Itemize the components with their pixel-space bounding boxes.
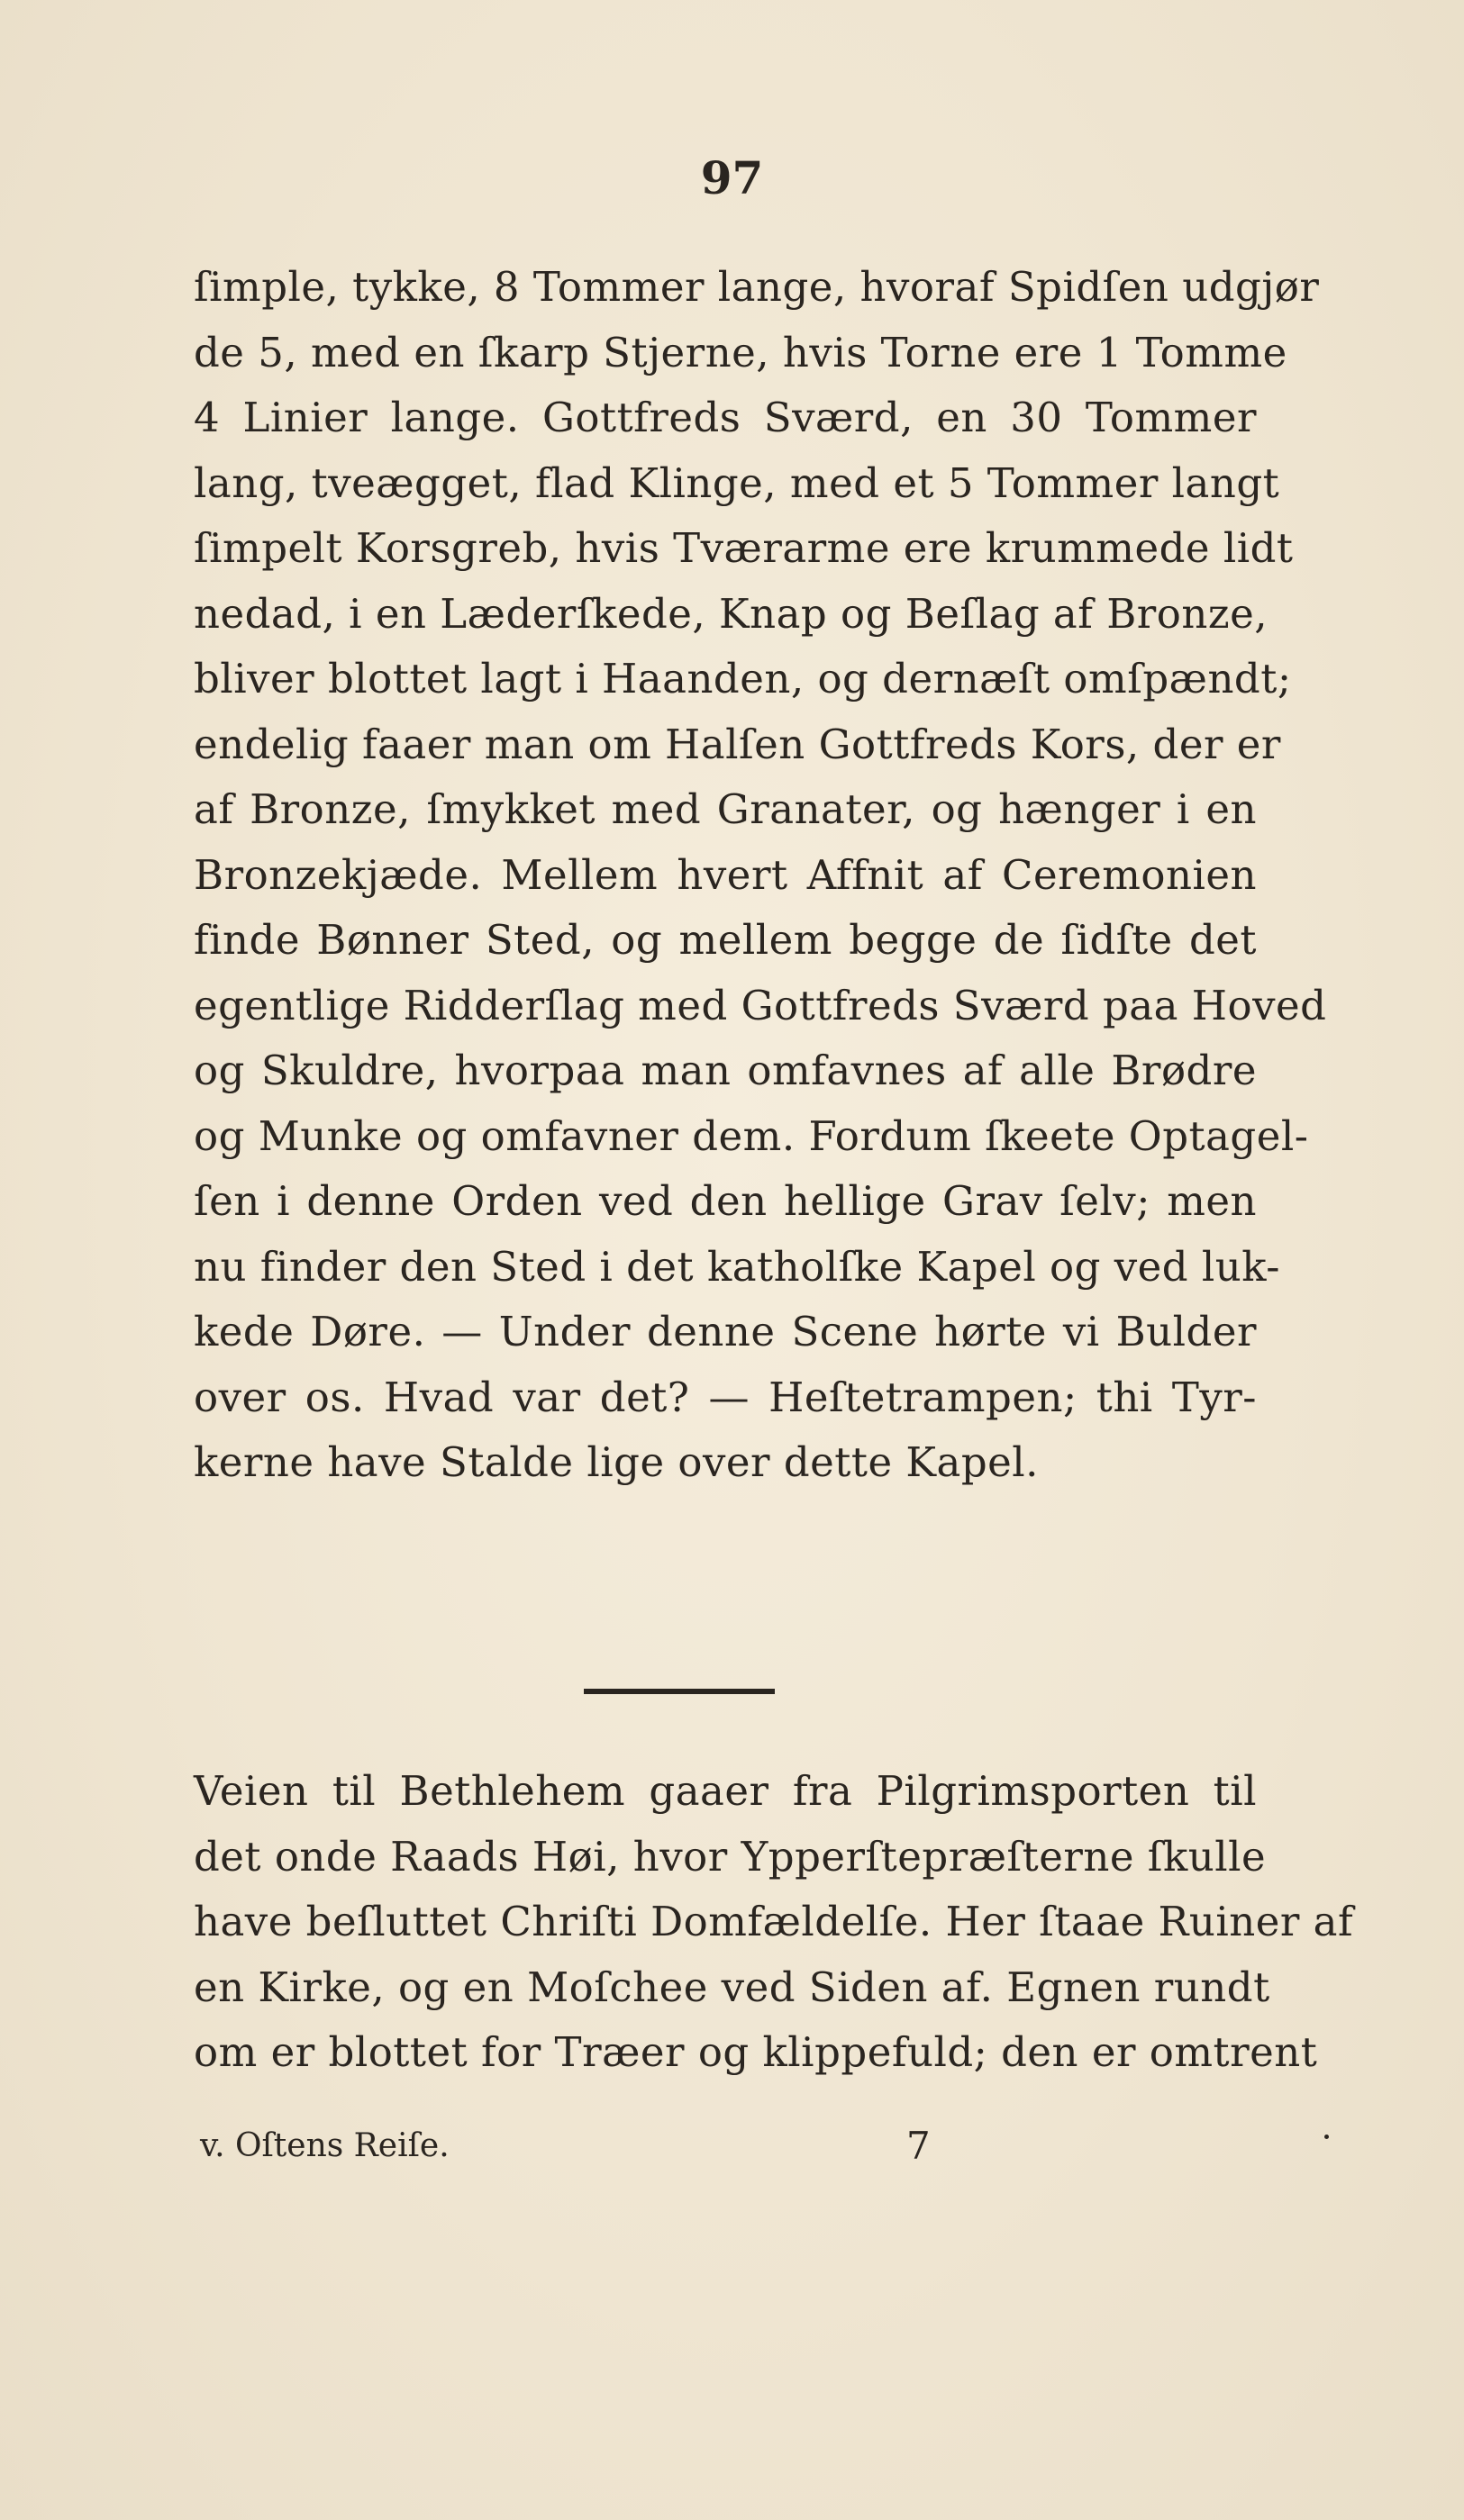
text-line: en Kirke, og en Moſchee ved Siden af. Egnen rundt (194, 1963, 1270, 2011)
text-line: endelig faaer man om Halſen Gottfreds Kors, der er (194, 720, 1281, 768)
text-line: om er blottet for Træer og klippefuld; den er omtrent (194, 2028, 1318, 2076)
text-line: egentlige Ridderſlag med Gottfreds Sværd paa Hoved (194, 981, 1327, 1029)
paragraph-bethlehem (194, 1759, 1354, 2086)
text-line: have beſluttet Chriſti Domfældelſe. Her ſtaae Ruiner af (194, 1898, 1354, 1945)
text-line: kerne have Stalde lige over dette Kapel. (194, 1438, 1039, 1486)
text-line: nedad, i en Læderſkede, Knap og Beſlag af Bronze, (194, 589, 1268, 638)
page-number: 97 (700, 151, 764, 204)
text-line: over os. Hvad var det? — Heſtetrampen; thi Tyr- (194, 1373, 1257, 1421)
signature-mark: v. Oſtens Reiſe. (200, 2127, 450, 2164)
text-line: af Bronze, ſmykket med Granater, og hænger i en (194, 785, 1257, 833)
sheet-number: 7 (906, 2124, 931, 2168)
text-line: Veien til Bethlehem gaaer fra Pilgrimsporten til (194, 1767, 1257, 1815)
text-line: de 5, med en ſkarp Stjerne, hvis Torne ere 1 Tomme (194, 328, 1287, 376)
page-footer (200, 2119, 1101, 2173)
text-line: finde Bønner Sted, og mellem begge de ſidſte det (194, 916, 1257, 964)
text-line: ſimple, tykke, 8 Tommer lange, hvoraf Spidſen udgjør (194, 263, 1320, 311)
text-line: 4 Linier lange. Gottfreds Sværd, en 30 Tommer (194, 394, 1257, 441)
text-line: nu finder den Sted i det katholſke Kapel og ved luk- (194, 1242, 1280, 1291)
text-line: bliver blottet lagt i Haanden, og dernæſt omſpændt; (194, 655, 1292, 703)
text-line: Bronzekjæde. Mellem hvert Affnit af Ceremonien (194, 850, 1257, 899)
text-line: og Skuldre, hvorpaa man omfavnes af alle Brødre (194, 1047, 1257, 1094)
ink-speck (1324, 2135, 1329, 2139)
section-divider (584, 1689, 775, 1694)
text-line: kede Døre. — Under denne Scene hørte vi Bulder (194, 1308, 1257, 1355)
paragraph-ceremony (194, 255, 1327, 1496)
text-line: det onde Raads Høi, hvor Ypperſtepræſterne ſkulle (194, 1832, 1267, 1881)
text-line: ſen i denne Orden ved den hellige Grav ſelv; men (194, 1177, 1257, 1225)
text-line: lang, tveægget, flad Klinge, med et 5 Tommer langt (194, 458, 1280, 507)
text-line: ſimpelt Korsgreb, hvis Tværarme ere krummede lidt (194, 524, 1294, 572)
text-line: og Munke og omfavner dem. Fordum ſkeete Optagel- (194, 1111, 1309, 1160)
